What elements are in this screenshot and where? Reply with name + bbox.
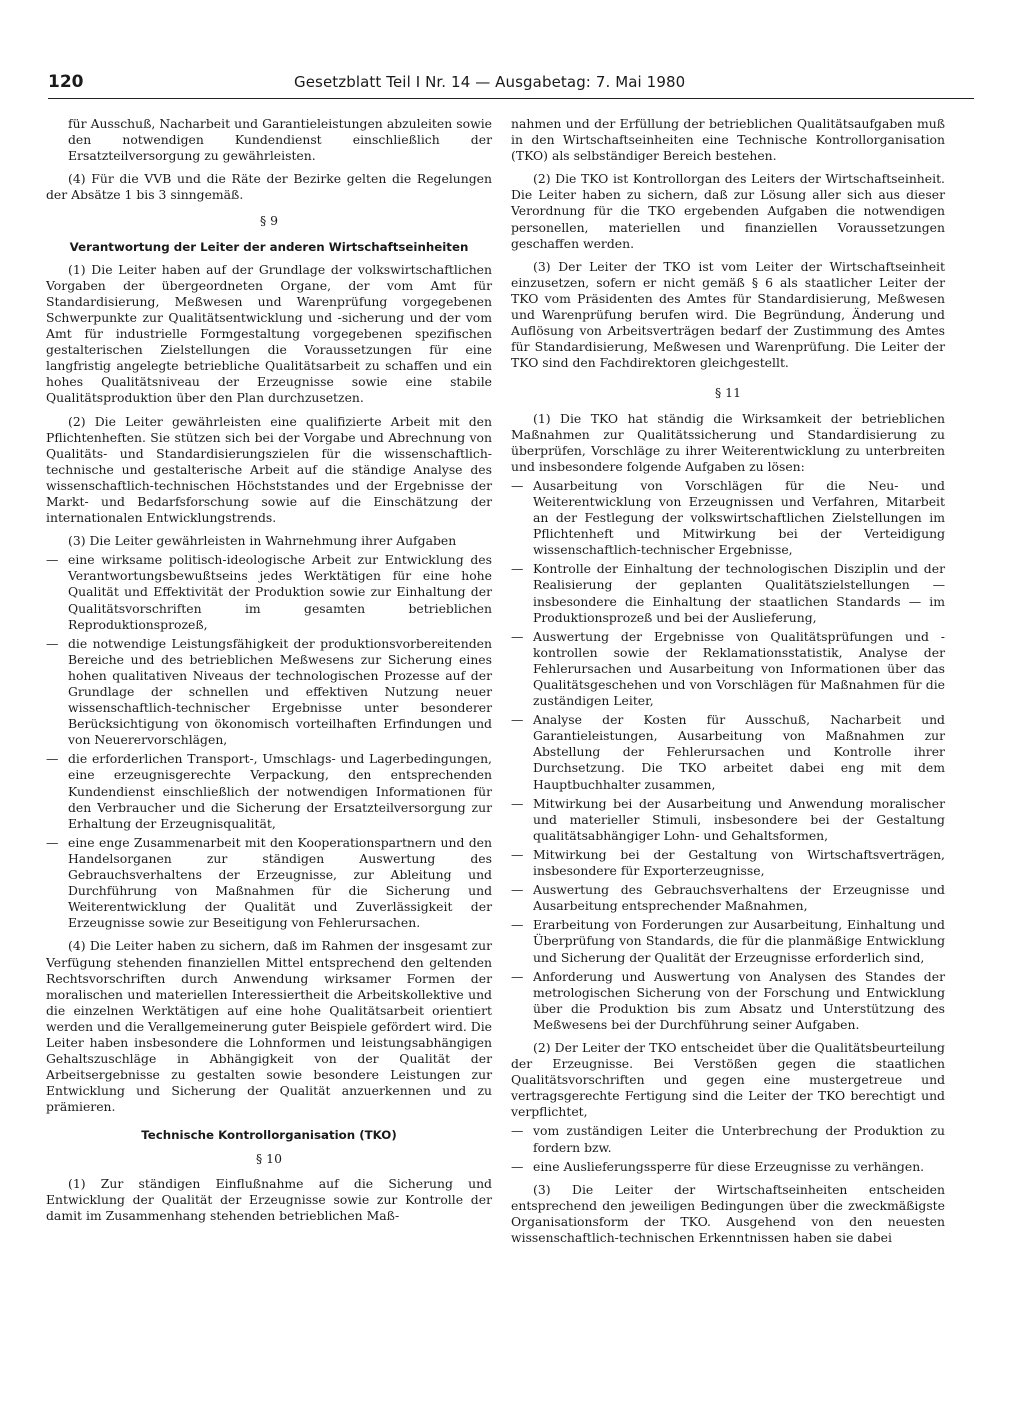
section-9-paragraph-2: (2) Die Leiter gewährleisten eine qualifizierte Arbeit mit den Pflichtenheften. Sie stützen sich bei der Vorgabe und Abrechnung von Qualitäts- und Standardisierungszielen für die wissenschaftlich-technische und gestalterische Arbeit auf die ständige Analyse des wissenschaftlich-technischen Höchststandes und der Ergebnisse der Markt- und Bedarfsforschung sowie auf die Einschätzung der internationalen Entwicklungstrends. [46, 413, 492, 526]
list-item-text: Mitwirkung bei der Gestaltung von Wirtschaftsverträgen, insbesondere für Exporterzeugnisse, [533, 846, 945, 879]
dash-marker: — [511, 561, 524, 577]
section-11-paragraph-2: (2) Der Leiter der TKO entscheidet über die Qualitätsbeurteilung der Erzeugnisse. Bei Verstößen gegen die staatlichen Qualitätsvorschriften und gegen eine mustergetreue und vertragsgerechte Fertigung sind die Leiter der TKO berechtigt und verpflichtet, [511, 1039, 945, 1120]
list-item-text: Auswertung des Gebrauchsverhaltens der Erzeugnisse und Ausarbeitung entsprechender Maßnahmen, [533, 882, 945, 914]
section-11-paragraph-1: (1) Die TKO hat ständig die Wirksamkeit der betrieblichen Maßnahmen zur Qualitätssicherung und Standardisierung zu überprüfen, Vorschläge zu ihrer Weiterentwicklung zu unterbreiten und insbesondere folgende Aufgaben zu lösen: [511, 410, 945, 474]
list-item [511, 882, 945, 914]
page-number: 120 [48, 72, 84, 92]
list-item-text: Anforderung und Auswertung von Analysen des Standes der metrologischen Sicherung von der Forschung und Entwicklung über die Produktion bis zum Absatz und Unterstützung des Meßwesens bei der Durchführung seiner Aufgaben. [533, 968, 945, 1032]
dash-marker: — [511, 968, 524, 984]
dash-marker: — [46, 751, 59, 767]
list-item-text: Kontrolle der Einhaltung der technologischen Disziplin und der Realisierung der geplanten Qualitätszielstellungen — insbesondere die Einhaltung der staatlichen Standards — im Produktionsprozeß und bei der Auslieferung, [533, 561, 945, 625]
page-header [48, 72, 974, 99]
list-item [46, 636, 492, 749]
section-10-paragraph-2: (2) Die TKO ist Kontrollorgan des Leiters der Wirtschaftseinheit. Die Leiter haben zu sichern, daß zur Lösung aller sich aus dieser Verordnung für die TKO ergebenden Aufgaben die notwendigen personellen, materiellen und finanziellen Voraussetzungen geschaffen werden. [511, 171, 945, 251]
list-item [511, 478, 945, 558]
dash-marker: — [46, 552, 59, 568]
section-11-number: § 11 [715, 385, 741, 401]
list-item-text: Ausarbeitung von Vorschlägen für die Neu- und Weiterentwicklung von Erzeugnissen und Verfahren, Mitarbeit an der Festlegung der volkswirtschaftlichen Zielstellungen im Pflichtenheft und Mitwirkung bei der Verteidigung wissenschaftlich-technischer Ergebnisse, [533, 477, 945, 558]
left-column [46, 116, 492, 1231]
dash-marker: — [511, 712, 524, 728]
list-item [511, 1159, 945, 1175]
section-9-number: § 9 [259, 213, 279, 229]
dash-marker: — [46, 635, 59, 651]
section-10-paragraph-1: (1) Zur ständigen Einflußnahme auf die Sicherung und Entwicklung der Qualität der Erzeugnisse sowie zur Kontrolle der damit im Zusammenhang stehenden betrieblichen Maß- [46, 1175, 492, 1223]
dash-marker: — [511, 846, 524, 862]
list-item [511, 847, 945, 879]
list-item-text: Erarbeitung von Forderungen zur Ausarbeitung, Einhaltung und Überprüfung von Standards, die für die planmäßige Entwicklung und Sicherung der Qualität der Erzeugnisse erforderlich sind, [533, 917, 945, 965]
tko-heading: Technische Kontrollorganisation (TKO) [141, 1128, 397, 1143]
paragraph-continued: für Ausschuß, Nacharbeit und Garantieleistungen abzuleiten sowie den notwendigen Kundendienst einschließlich der Ersatzteilversorgung zu gewährleisten. [68, 116, 492, 164]
section-9-title: Verantwortung der Leiter der anderen Wirtschaftseinheiten [69, 239, 469, 254]
dash-marker: — [46, 834, 59, 850]
right-column [511, 116, 945, 1253]
list-item-text: eine enge Zusammenarbeit mit den Kooperationspartnern und den Handelsorganen zur ständigen Auswertung des Gebrauchsverhaltens der Erzeugnisse, zur Ableitung und Durchführung von Maßnahmen für die Sicherung und Weiterentwicklung der Qualität und Zuverlässigkeit der Erzeugnisse sowie zur Beseitigung von Fehlerursachen. [68, 834, 492, 931]
section-10-number: § 10 [256, 1150, 282, 1166]
list-item [511, 561, 945, 625]
dash-marker: — [511, 1123, 524, 1139]
list-item [511, 969, 945, 1033]
section-9-paragraph-4: (4) Die Leiter haben zu sichern, daß im Rahmen der insgesamt zur Verfügung stehenden finanziellen Mittel entsprechend den geltenden Rechtsvorschriften durch Anwendung wirksamer Formen der moralischen und materiellen Interessiertheit die Arbeitskollektive und die einzelnen Werktätigen auf eine hohe Qualitätsarbeit orientiert werden und die Verallgemeinerung guter Beispiele gefördert wird. Die Leiter haben insbesondere die Lohnformen und leistungsabhängigen Gehaltszuschläge in Abhängigkeit von der Qualität der Arbeitsergebnisse zu gestalten sowie besondere Leistungen zur Entwicklung und Sicherung der Qualität anzuerkennen und zu prämieren. [46, 938, 492, 1115]
dash-marker: — [511, 477, 524, 493]
paragraph-continued: nahmen und der Erfüllung der betrieblichen Qualitätsaufgaben muß in den Wirtschaftseinheiten eine Technische Kontrollorganisation (TKO) als selbständiger Bereich bestehen. [511, 116, 945, 164]
list-item [511, 796, 945, 844]
section-11-paragraph-3: (3) Die Leiter der Wirtschaftseinheiten entscheiden entsprechend den jeweiligen Bedingungen über die zweckmäßigste Organisationsform der TKO. Ausgehend von den neuesten wissenschaftlich-technischen Erkenntnissen haben sie dabei [511, 1181, 945, 1245]
list-item [46, 552, 492, 632]
list-item [511, 917, 945, 965]
list-item [511, 1123, 945, 1155]
section-9-paragraph-1: (1) Die Leiter haben auf der Grundlage der volkswirtschaftlichen Vorgaben der übergeordneten Organe, der vom Amt für Standardisierung, Meßwesen und Warenprüfung vorgegebenen Schwerpunkte zur Qualitätsentwicklung und -sicherung und der vom Amt für industrielle Formgestaltung vorgegebenen spezifischen gestalterischen Zielstellungen die Voraussetzungen für eine langfristig angelegte betriebliche Qualitätsarbeit zu schaffen und ein hohes Qualitätsniveau der Erzeugnisse sowie eine stabile Qualitätsproduktion über den Plan durchzusetzen. [46, 261, 492, 406]
list-item-text: eine Auslieferungssperre für diese Erzeugnisse zu verhängen. [533, 1158, 925, 1174]
paragraph-4-previous-section: (4) Für die VVB und die Räte der Bezirke gelten die Regelungen der Absätze 1 bis 3 sinngemäß. [46, 171, 492, 203]
section-10-paragraph-3: (3) Der Leiter der TKO ist vom Leiter der Wirtschaftseinheit einzusetzen, sofern er nicht gemäß § 6 als staatlicher Leiter der TKO vom Präsidenten des Amtes für Standardisierung, Meßwesen und Warenprüfung berufen wird. Die Begründung, Änderung und Auflösung von Arbeitsverträgen bedarf der Zustimmung des Amtes für Standardisierung, Meßwesen und Warenprüfung. Die Leiter der TKO sind den Fachdirektoren gleichgestellt. [511, 258, 945, 371]
list-item-text: die notwendige Leistungsfähigkeit der produktionsvorbereitenden Bereiche und des betrieblichen Meßwesens zur Sicherung eines hohen qualitativen Niveaus der technologischen Prozesse auf der Grundlage der schnellen und effektiven Nutzung neuer wissenschaftlich-technischer Ergebnisse unter besonderer Berücksichtigung von ökonomisch vorteilhaften Erfindungen und von Neuerervorschlägen, [68, 635, 492, 748]
list-item [46, 751, 492, 831]
list-item-text: die erforderlichen Transport-, Umschlags- und Lagerbedingungen, eine erzeugnisgerechte Verpackung, den entsprechenden Kundendienst einschließlich der notwendigen Informationen für den Verbraucher und die Sicherung der Ersatzteilversorgung zur Erhaltung der Erzeugnisqualität, [68, 751, 492, 831]
section-9-paragraph-3: (3) Die Leiter gewährleisten in Wahrnehmung ihrer Aufgaben [68, 533, 457, 549]
list-item-text: eine wirksame politisch-ideologische Arbeit zur Entwicklung des Verantwortungsbewußtseins jedes Werktätigen für eine hohe Qualität und Effektivität der Produktion sowie zur Einhaltung der Qualitätsvorschriften im gesamten betrieblichen Reproduktionsprozeß, [68, 552, 492, 632]
dash-marker: — [511, 917, 524, 933]
running-title: Gesetzblatt Teil I Nr. 14 — Ausgabetag: 7. Mai 1980 [294, 73, 686, 91]
list-item-text: Auswertung der Ergebnisse von Qualitätsprüfungen und -kontrollen sowie der Reklamationsstatistik, Analyse der Fehlerursachen und Ausarbeitung von Informationen über das Qualitätsgeschehen und von Vorschlägen für Maßnahmen für die zuständigen Leiter, [533, 628, 945, 709]
list-item [511, 629, 945, 709]
list-item-text: Mitwirkung bei der Ausarbeitung und Anwendung moralischer und materieller Stimuli, insbesondere bei der Gestaltung qualitätsabhängiger Lohn- und Gehaltsformen, [533, 795, 945, 843]
dash-marker: — [511, 795, 524, 811]
dash-marker: — [511, 1158, 524, 1174]
dash-marker: — [511, 882, 524, 898]
dash-marker: — [511, 628, 524, 644]
list-item-text: Analyse der Kosten für Ausschuß, Nacharbeit und Garantieleistungen, Ausarbeitung von Maßnahmen zur Abstellung der Fehlerursachen und Kontrolle ihrer Durchsetzung. Die TKO arbeitet dabei eng mit dem Hauptbuchhalter zusammen, [533, 712, 945, 792]
list-item-text: vom zuständigen Leiter die Unterbrechung der Produktion zu fordern bzw. [533, 1123, 945, 1155]
list-item [46, 835, 492, 932]
list-item [511, 712, 945, 792]
